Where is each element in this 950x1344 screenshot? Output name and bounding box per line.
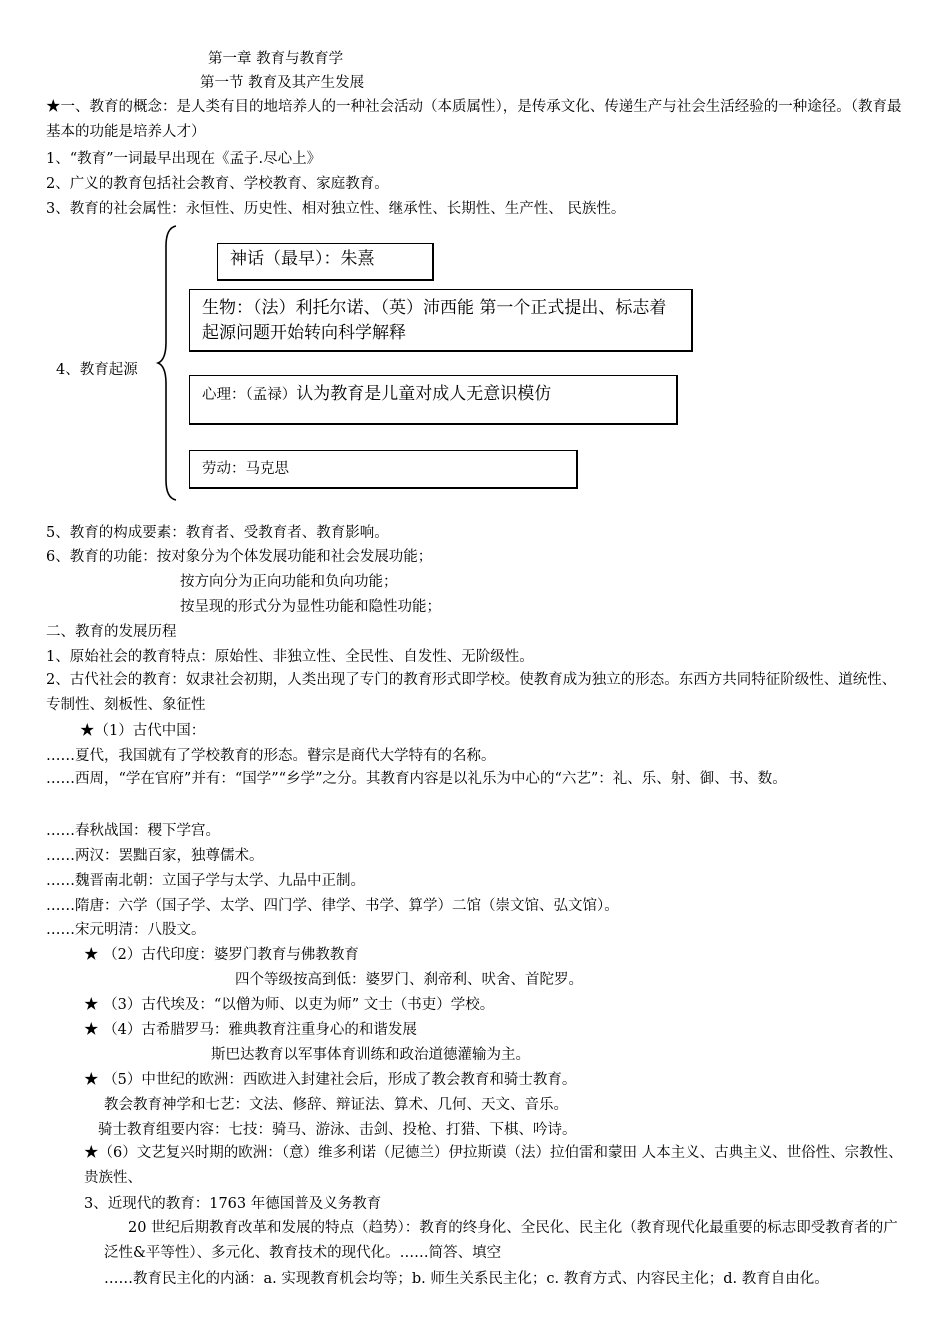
origin-biology-text: 生物：（法）利托尔诺、（英）沛西能 第一个正式提出、标志着起源问题开始转向科学解释 (202, 298, 667, 343)
origin-myth-text: 神话（最早）：朱熹 (230, 249, 375, 269)
india-line: ★ （2）古代印度：婆罗门教育与佛教教育 (84, 947, 359, 963)
china-line-zhou: ……西周，“学在官府”并有：“国学”“乡学”之分。其教育内容是以礼乐为中心的“六艺”：礼、乐、射、御、书、数。 (46, 771, 787, 787)
india-castes: 四个等级按高到低：婆罗门、刹帝利、吠舍、首陀罗。 (235, 972, 583, 988)
concept-paragraph: ★一、教育的概念：是人类有目的地培养人的一种社会活动（本质属性），是传承文化、传递生产与社会生活经验的一种途径。（教育最基本的功能是培养人才） (46, 99, 902, 140)
item-2: 2、广义的教育包括社会教育、学校教育、家庭教育。 (46, 176, 389, 192)
origin-box-biology (189, 289, 693, 352)
item-6-form: 按呈现的形式分为显性功能和隐性功能； (180, 599, 441, 615)
item-6: 6、教育的功能：按对象分为个体发展功能和社会发展功能； (46, 549, 433, 565)
item-1: 1、“教育”一词最早出现在《孟子.尽心上》 (46, 151, 322, 167)
china-line-spring-autumn: ……春秋战国：稷下学宫。 (46, 823, 220, 839)
church-education-line: 教会教育神学和七艺：文法、修辞、辩证法、算术、几何、天文、音乐。 (104, 1097, 568, 1113)
origin-box-psychology (189, 375, 678, 425)
china-line-song-qing: ……宋元明清：八股文。 (46, 922, 206, 938)
egypt-line: ★ （3）古代埃及：“以僧为师、以吏为师” 文士（书吏）学校。 (84, 997, 495, 1013)
origin-labor-text: 劳动：马克思 (202, 461, 289, 477)
china-line-xia: ……夏代，我国就有了学校教育的形态。瞽宗是商代大学特有的名称。 (46, 748, 496, 764)
china-title: ★（1）古代中国： (80, 723, 206, 739)
origin-label: 4、教育起源 (56, 362, 138, 378)
origin-psychology-prefix: 心理：（孟禄） (202, 387, 297, 403)
part-2-title: 二、教育的发展历程 (46, 624, 177, 640)
china-line-sui-tang: ……隋唐：六学（国子学、太学、四门学、律学、书学、算学）二馆（崇文馆、弘文馆）。 (46, 898, 619, 914)
section-title: 第一节 教育及其产生发展 (200, 75, 365, 91)
origin-psychology-text: 认为教育是儿童对成人无意识模仿 (296, 384, 552, 404)
brace-icon (150, 224, 180, 502)
knight-education-line: 骑士教育组要内容：七技：骑马、游泳、击剑、投枪、打猎、下棋、吟诗。 (98, 1122, 577, 1138)
part-2-item-2: 2、古代社会的教育：奴隶社会初期，人类出现了专门的教育形式即学校。使教育成为独立的形态。东西方共同特征阶级性、道统性、专制性、刻板性、象征性 (46, 672, 897, 713)
sparta-line: 斯巴达教育以军事体育训练和政治道德灌输为主。 (211, 1047, 530, 1063)
item-5: 5、教育的构成要素：教育者、受教育者、教育影响。 (46, 525, 389, 541)
greece-line: ★ （4）古希腊罗马：雅典教育注重身心的和谐发展 (84, 1022, 417, 1038)
modern-education-line: 3、近现代的教育：1763 年德国普及义务教育 (84, 1196, 382, 1212)
china-line-han: ……两汉：罢黜百家，独尊儒术。 (46, 848, 264, 864)
medieval-line: ★ （5）中世纪的欧洲：西欧进入封建社会后，形成了教会教育和骑士教育。 (84, 1072, 577, 1088)
democratization-line: ……教育民主化的内涵：a. 实现教育机会均等；b. 师生关系民主化；c. 教育方式、内容民主化；d. 教育自由化。 (104, 1271, 829, 1287)
china-line-wei-jin: ……魏晋南北朝：立国子学与太学、九品中正制。 (46, 873, 365, 889)
item-3: 3、教育的社会属性：永恒性、历史性、相对独立性、继承性、长期性、生产性、 民族性。 (46, 201, 626, 217)
modern-trend-paragraph: 20 世纪后期教育改革和发展的特点（趋势）：教育的终身化、全民化、民主化（教育现代化最重要的标志即受教育者的广泛性&平等性）、多元化、教育技术的现代化。……简答、填空 (104, 1220, 898, 1261)
origin-box-myth (217, 243, 434, 281)
chapter-title: 第一章 教育与教育学 (208, 51, 344, 67)
item-6-direction: 按方向分为正向功能和负向功能； (180, 574, 398, 590)
origin-box-labor (189, 450, 578, 489)
renaissance-line: ★（6）文艺复兴时期的欧洲：（意）维多利诺（尼德兰）伊拉斯谟（法）拉伯雷和蒙田 人本主义、古典主义、世俗性、宗教性、贵族性、 (84, 1145, 903, 1186)
part-2-item-1: 1、原始社会的教育特点：原始性、非独立性、全民性、自发性、无阶级性。 (46, 649, 534, 665)
